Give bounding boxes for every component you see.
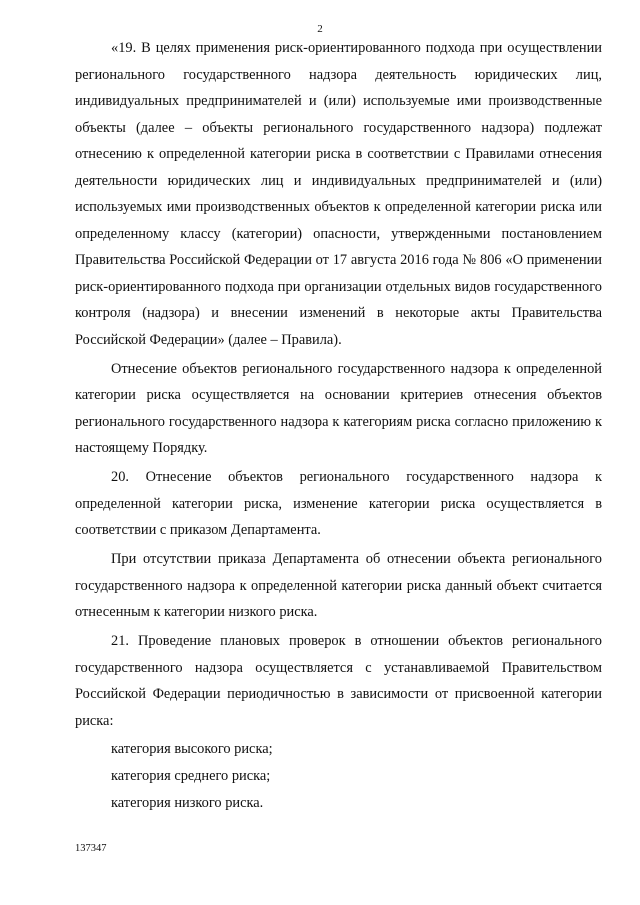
page-number: 2: [317, 23, 323, 35]
document-body: [75, 35, 602, 817]
paragraph-risk-criteria: Отнесение объектов регионального государственного надзора к определенной категории риска осуществляется на основании критериев отнесения объектов регионального государственного надзора к категориям риска согласно приложению к настоящему Порядку.: [75, 360, 602, 456]
risk-category-list: [75, 736, 602, 817]
list-item: категория среднего риска;: [111, 768, 271, 784]
document-code: 137347: [75, 843, 107, 854]
list-item: категория высокого риска;: [111, 741, 273, 757]
paragraph-21: 21. Проведение плановых проверок в отношении объектов регионального государственного надзора осуществляется с устанавливаемой Правительством Российской Федерации периодичностью в зависимости от присвоенной категории риска:: [75, 633, 602, 729]
paragraph-20: 20. Отнесение объектов регионального государственного надзора к определенной категории риска, изменение категории риска осуществляется в соответствии с приказом Департамента.: [75, 469, 602, 538]
paragraph-19: «19. В целях применения риск-ориентированного подхода при осуществлении регионального государственного надзора деятельность юридических лиц, индивидуальных предпринимателей и (или) используемые ими производственные объекты (далее – объекты регионального государственного надзора) подлежат отнесению к определенной категории риска в соответствии с Правилами отнесения деятельности юридических лиц и индивидуальных предпринимателей и (или) используемых ими производственных объектов к определенной категории риска или определенному классу (категории) опасности, утвержденными постановлением Правительства Российской Федерации от 17 августа 2016 года № 806 «О применении риск-ориентированного подхода при организации отдельных видов государственного контроля (надзора) и внесении изменений в некоторые акты Правительства Российской Федерации» (далее – Правила).: [75, 40, 602, 348]
paragraph-no-order: При отсутствии приказа Департамента об отнесении объекта регионального государственного надзора к определенной категории риска данный объект считается отнесенным к категории низкого риска.: [75, 551, 602, 620]
list-item: категория низкого риска.: [111, 795, 264, 811]
